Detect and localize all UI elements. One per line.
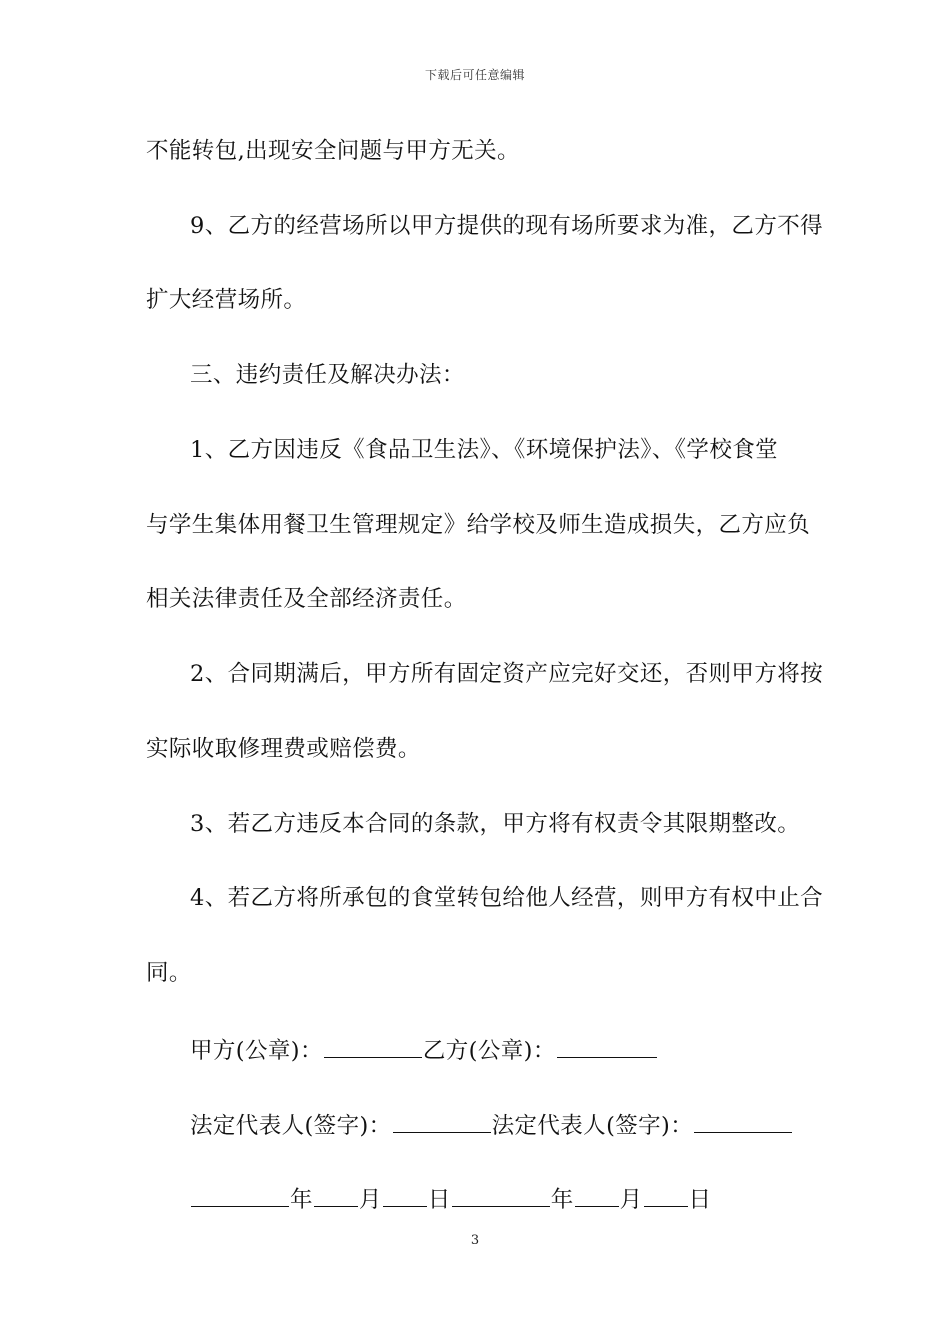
- body-line-7: 相关法律责任及全部经济责任。: [146, 586, 467, 612]
- body-line-11: 4、若乙方将所承包的食堂转包给他人经营，则甲方有权中止合: [190, 885, 824, 911]
- legal-rep-a-blank[interactable]: [393, 1108, 491, 1133]
- body-line-2: 9、乙方的经营场所以甲方提供的现有场所要求为准，乙方不得: [190, 213, 824, 239]
- page-header: 下载后可任意编辑: [424, 68, 525, 82]
- page-number: 3: [470, 1233, 480, 1248]
- date-a-year-blank[interactable]: [191, 1182, 289, 1207]
- party-a-seal-label: 甲方(公章)：: [190, 1038, 323, 1064]
- seal-line: [190, 1033, 658, 1066]
- body-line-3: 扩大经营场所。: [146, 287, 307, 313]
- date-b-day-blank[interactable]: [644, 1182, 688, 1207]
- date-b-day-label: 日: [688, 1187, 712, 1213]
- body-line-10: 3、若乙方违反本合同的条款，甲方将有权责令其限期整改。: [190, 811, 801, 837]
- date-b-month-blank[interactable]: [575, 1182, 619, 1207]
- party-b-seal-label: 乙方(公章)：: [422, 1038, 556, 1064]
- date-a-day-blank[interactable]: [383, 1182, 427, 1207]
- legal-rep-b-blank[interactable]: [694, 1108, 792, 1133]
- body-line-9: 实际收取修理费或赔偿费。: [146, 736, 421, 762]
- body-line-5: 1、乙方因违反《食品卫生法》、《环境保护法》、《学校食堂: [190, 437, 779, 463]
- date-line: [190, 1182, 711, 1215]
- party-a-seal-blank[interactable]: [324, 1033, 422, 1058]
- date-b-month-label: 月: [619, 1187, 643, 1213]
- date-a-day-label: 日: [427, 1187, 451, 1213]
- party-b-seal-blank[interactable]: [557, 1033, 657, 1058]
- date-b-year-label: 年: [550, 1187, 574, 1213]
- legal-rep-a-label: 法定代表人(签字)：: [190, 1113, 392, 1139]
- body-line-12: 同。: [146, 960, 192, 986]
- legal-rep-b-label: 法定代表人(签字)：: [491, 1113, 694, 1139]
- section-heading: 三、违约责任及解决办法：: [190, 362, 465, 388]
- date-a-month-blank[interactable]: [314, 1182, 358, 1207]
- legal-rep-line: [190, 1108, 793, 1141]
- date-a-year-label: 年: [290, 1187, 313, 1213]
- date-a-month-label: 月: [358, 1187, 382, 1213]
- body-line-6: 与学生集体用餐卫生管理规定》给学校及师生造成损失，乙方应负: [146, 512, 811, 538]
- body-line-1: 不能转包,出现安全问题与甲方无关。: [146, 138, 520, 164]
- body-line-8: 2、合同期满后，甲方所有固定资产应完好交还，否则甲方将按: [190, 661, 824, 687]
- date-b-year-blank[interactable]: [452, 1182, 550, 1207]
